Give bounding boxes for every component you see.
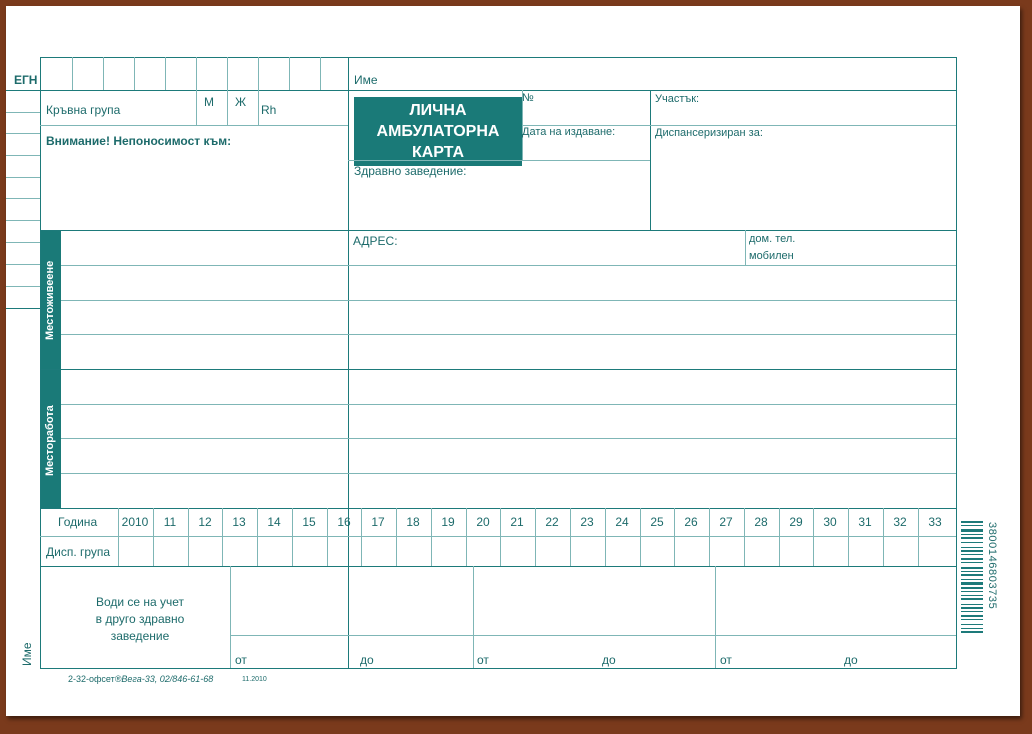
home-phone-label: дом. тел. (749, 233, 796, 245)
year-cell-6: 16 (337, 515, 351, 529)
year-cell-19: 29 (789, 515, 803, 529)
footer-date: 11.2010 (242, 676, 267, 683)
card-title (354, 97, 522, 166)
year-label: Година (58, 515, 98, 529)
blood-group-label: Кръвна група (46, 103, 121, 117)
issue-date-label: Дата на издаване: (522, 126, 616, 138)
zh-label: Ж (235, 95, 247, 109)
from-label-1: от (235, 653, 247, 667)
to-label-2: до (602, 653, 616, 667)
year-cell-18: 28 (754, 515, 768, 529)
number-label: № (522, 92, 534, 104)
warning-label: Внимание! Непоносимост към: (46, 134, 232, 148)
year-cell-11: 21 (510, 515, 524, 529)
footer-print-info: 2-32-офсет®Вега-33, 02/846-61-68 (68, 674, 214, 684)
residence-label: Местоживеене (44, 260, 56, 340)
address-label: АДРЕС: (353, 234, 398, 248)
frame-bottom (40, 668, 957, 669)
year-cell-7: 17 (371, 515, 385, 529)
year-cell-0: 2010 (121, 515, 149, 529)
section-divider-1 (40, 230, 957, 231)
disp-group-label: Дисп. група (46, 545, 111, 559)
egn-row-bottom (6, 90, 957, 91)
ambulatory-card (6, 6, 1020, 716)
section-divider-3 (40, 508, 957, 509)
year-cell-14: 24 (615, 515, 629, 529)
district-label: Участък: (655, 93, 700, 105)
health-facility-label: Здравно заведение: (354, 164, 467, 178)
title-line-1: ЛИЧНА (409, 102, 467, 119)
rh-label: Rh (261, 103, 277, 117)
year-cell-3: 13 (232, 515, 246, 529)
year-cell-20: 30 (823, 515, 837, 529)
year-cell-10: 20 (476, 515, 490, 529)
to-label-3: до (844, 653, 858, 667)
year-cell-9: 19 (441, 515, 455, 529)
section-divider-4 (40, 566, 957, 567)
center-divider (348, 57, 349, 668)
year-cell-23: 33 (928, 515, 942, 529)
name-label: Име (354, 73, 378, 87)
year-cell-21: 31 (858, 515, 872, 529)
year-cell-8: 18 (406, 515, 420, 529)
year-cell-5: 15 (302, 515, 316, 529)
year-cell-13: 23 (580, 515, 594, 529)
frame-top (40, 57, 957, 58)
year-cell-4: 14 (267, 515, 281, 529)
year-cell-17: 27 (719, 515, 733, 529)
mobile-label: мобилен (749, 250, 794, 262)
barcode-number: 3800146803735 (986, 522, 998, 610)
year-cell-16: 26 (684, 515, 698, 529)
m-label: М (204, 95, 214, 109)
title-line-2: АМБУЛАТОРНА (376, 123, 500, 140)
year-cell-2: 12 (198, 515, 212, 529)
side-name-label: Име (20, 642, 34, 666)
frame-right (956, 57, 957, 668)
year-cell-1: 11 (163, 515, 177, 529)
registered-elsewhere-label: Води се на учет в друго здравно заведение (95, 595, 185, 643)
workplace-label: Месторабота (44, 405, 56, 476)
dispensary-label: Диспансеризиран за: (655, 127, 763, 139)
year-cell-15: 25 (650, 515, 664, 529)
title-line-3: КАРТА (411, 144, 465, 161)
section-divider-2 (40, 369, 957, 370)
egn-label: ЕГН (14, 73, 38, 87)
year-cell-22: 32 (893, 515, 907, 529)
from-label-3: от (720, 653, 732, 667)
to-label-1: до (360, 653, 374, 667)
year-cell-12: 22 (545, 515, 559, 529)
from-label-2: от (477, 653, 489, 667)
